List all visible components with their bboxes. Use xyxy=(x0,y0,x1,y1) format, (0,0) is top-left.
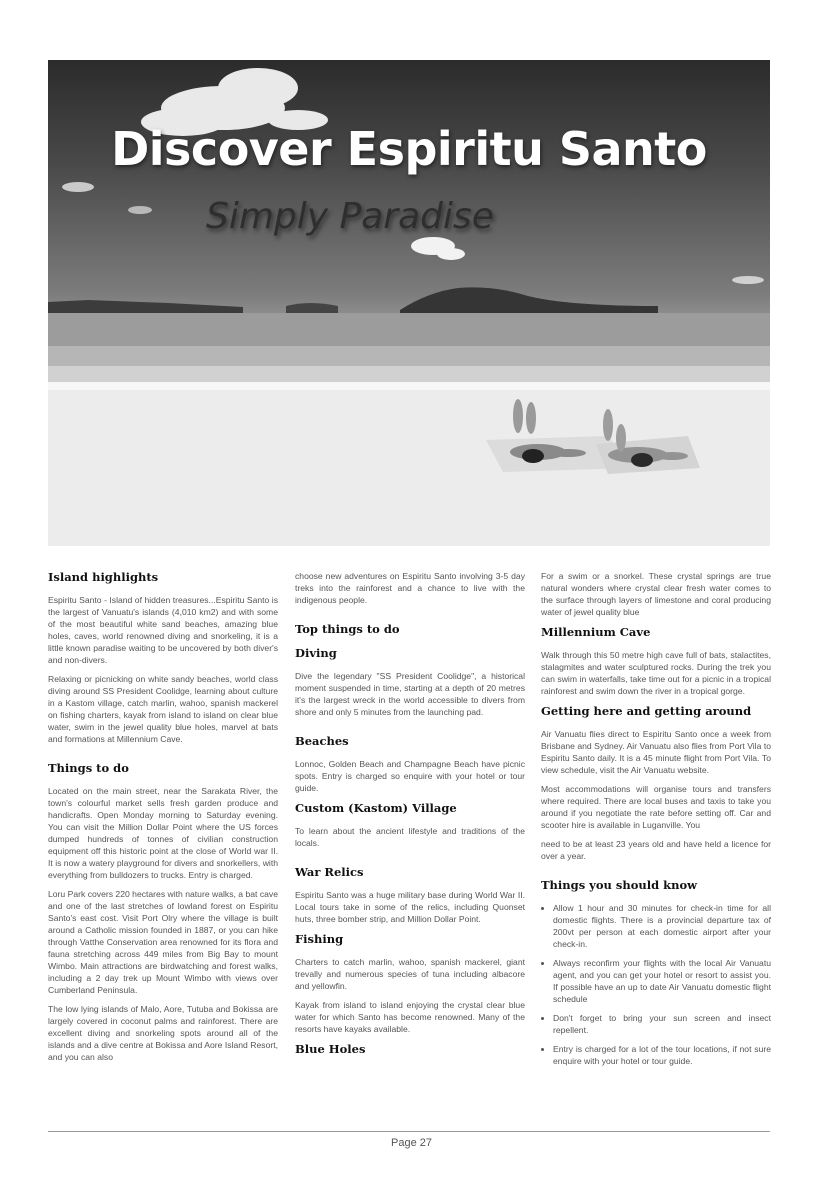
list-item: • Don't forget to bring your sun screen and insect repellent. xyxy=(553,1012,771,1036)
paragraph-loru-park: Loru Park covers 220 hectares with nature walks, a bat cave and one of the last stretches of lowland forest on Espiritu Santo's east cost. Visit Port Olry where the village is built around a Catholic mission founded in 1887, or you can hike through Vatthe Conservation area renowned for its flora and fauna stretching across 449 miles from Big Bay to mount Wimbo. Main attractions are birdwatching and forest walks, including a 2 day trek up Mount Wimbo with views over Cumberland Peninsula. xyxy=(48,889,278,995)
paragraph-continued: choose new adventures on Espiritu Santo involving 3-5 day treks into the rainforest and a chance to live with the indigenous people. xyxy=(295,571,525,605)
heading-getting-around: Getting here and getting around xyxy=(541,704,752,718)
heading-kastom-village: Custom (Kastom) Village xyxy=(295,801,457,815)
paragraph-islands: The low lying islands of Malo, Aore, Tutuba and Bokissa are largely covered in coconut palms and rainforest. There are excellent diving and snorkeling spots around all of the islands and a dive centre at Bokissa and Aore Island Resort, and you can also xyxy=(48,1004,278,1062)
paragraph-diving: Dive the legendary "SS President Coolidge", a historical moment suspended in time, starting at a depth of 20 metres it's the largest wreck in the world accessible to divers from shore and only 5 minutes from the launching pad. xyxy=(295,671,525,717)
heading-fishing: Fishing xyxy=(295,932,344,946)
heading-millennium-cave: Millennium Cave xyxy=(541,625,651,639)
heading-things-to-know: Things you should know xyxy=(541,878,698,892)
paragraph-intro: Espiritu Santo - Island of hidden treasures...Espiritu Santo is the largest of Vanuatu's islands (4,010 km2) and with some of the most beautiful white sand beaches, amazing blue holes, caves, world renowned diving and snorkeling, it is a little known paradise waiting to be uncovered by both diver's and non-divers. xyxy=(48,595,278,665)
cloud-small xyxy=(128,206,152,214)
cloud-small xyxy=(62,182,94,192)
paragraph-beaches: Lonnoc, Golden Beach and Champagne Beach have picnic spots. Entry is charged so enquire with your hotel or tour guide. xyxy=(295,759,525,793)
heading-island-highlights: Island highlights xyxy=(48,570,159,584)
heading-war-relics: War Relics xyxy=(295,865,364,879)
paragraph-kastom-village: To learn about the ancient lifestyle and traditions of the locals. xyxy=(295,826,525,848)
island-left xyxy=(48,300,243,313)
heading-top-things: Top things to do xyxy=(295,622,400,636)
column-2 xyxy=(295,570,525,1066)
paragraph-licence: need to be at least 23 years old and have held a licence for over a year. xyxy=(541,839,771,861)
page-number: Page 27 xyxy=(391,1137,432,1149)
column-3 xyxy=(541,570,771,1074)
list-item: • Allow 1 hour and 30 minutes for check-in time for all domestic flights. There is a provincial departure tax of 200vt per person at each domestic airport after your check-in. xyxy=(553,902,771,950)
heading-blue-holes: Blue Holes xyxy=(295,1042,366,1056)
heading-beaches: Beaches xyxy=(295,734,349,748)
island-right xyxy=(400,287,658,314)
paragraph-activities: Relaxing or picnicking on white sandy beaches, world class diving around SS President Coolidge, learning about culture in a Kastom village, catch marlin, wahoo, spanish mackerel on fishing charters, kayak from island to island on clear blue water, swim in the jewel quality blue holes, marvel at bats and formations at Millennium Cave. xyxy=(48,674,278,744)
list-item: • Always reconfirm your flights with the local Air Vanuatu agent, and you can get your hotel or resort to assist you. If possible have an up to date Air Vanuatu domestic flight schedule xyxy=(553,957,771,1005)
paragraph-millennium-cave: Walk through this 50 metre high cave full of bats, stalactites, stalagmites and water sculptured rocks. During the trek you can swim in waterfalls, take time out for a picnic in a tropical rainforest and swim down the river in a tropical gorge. xyxy=(541,650,771,696)
paragraph-kayak: Kayak from island to island enjoying the crystal clear blue water for which Santo has become renowned. Many of the resorts have kayaks available. xyxy=(295,1000,525,1034)
cloud-small xyxy=(732,276,764,284)
column-1 xyxy=(48,570,278,1070)
heading-things-to-do: Things to do xyxy=(48,761,129,775)
cloud-small xyxy=(437,248,465,260)
footer-divider xyxy=(48,1131,770,1132)
paragraph-fishing: Charters to catch marlin, wahoo, spanish mackerel, giant trevally and numerous species of tuna including albacore and yellowfin. xyxy=(295,957,525,991)
hero-subtitle: Simply Paradise xyxy=(206,196,494,237)
paragraph-blue-holes: For a swim or a snorkel. These crystal springs are true natural wonders where crystal clear fresh water comes to the surface through layers of limestone and coral producing water of jewel quality blue xyxy=(541,571,771,617)
heading-diving: Diving xyxy=(295,646,337,660)
paragraph-flights: Air Vanuatu flies direct to Espiritu Santo once a week from Brisbane and Sydney. Air Vanuatu also flies from Port Vila to Espiritu Santo daily. It is a 45 minute flight from Port Vila. To view schedule, visit the Air Vanuatu website. xyxy=(541,729,771,775)
hero-photo xyxy=(48,60,770,546)
hero-title: Discover Espiritu Santo xyxy=(111,122,707,176)
paragraph-market: Located on the main street, near the Sarakata River, the town's colourful market sells fresh garden produce and handicrafts. Open Monday morning to Saturday evening. You can visit the Million Dollar Point where the US forces dumped hundreds of tonnes of civilian construction equipment off this historic point at the close of World war II. It is now a watery playground for divers and snorkellers, with everything from bulldozers to trucks. Entry is charged. xyxy=(48,786,278,880)
island-small xyxy=(286,303,338,313)
paragraph-transport: Most accommodations will organise tours and transfers where required. There are local buses and taxis to take you around if you negotiate the rate before setting off. Car and scooter hire is available in Luganville. You xyxy=(541,784,771,830)
tips-list xyxy=(541,902,771,1067)
list-item: • Entry is charged for a lot of the tour locations, if not sure enquire with your hotel or tour guide. xyxy=(553,1043,771,1067)
paragraph-war-relics: Espiritu Santo was a huge military base during World War II. Local tours take in some of the relics, including Quonset huts, three bomber strip, and Million Dollar Point. xyxy=(295,890,525,924)
